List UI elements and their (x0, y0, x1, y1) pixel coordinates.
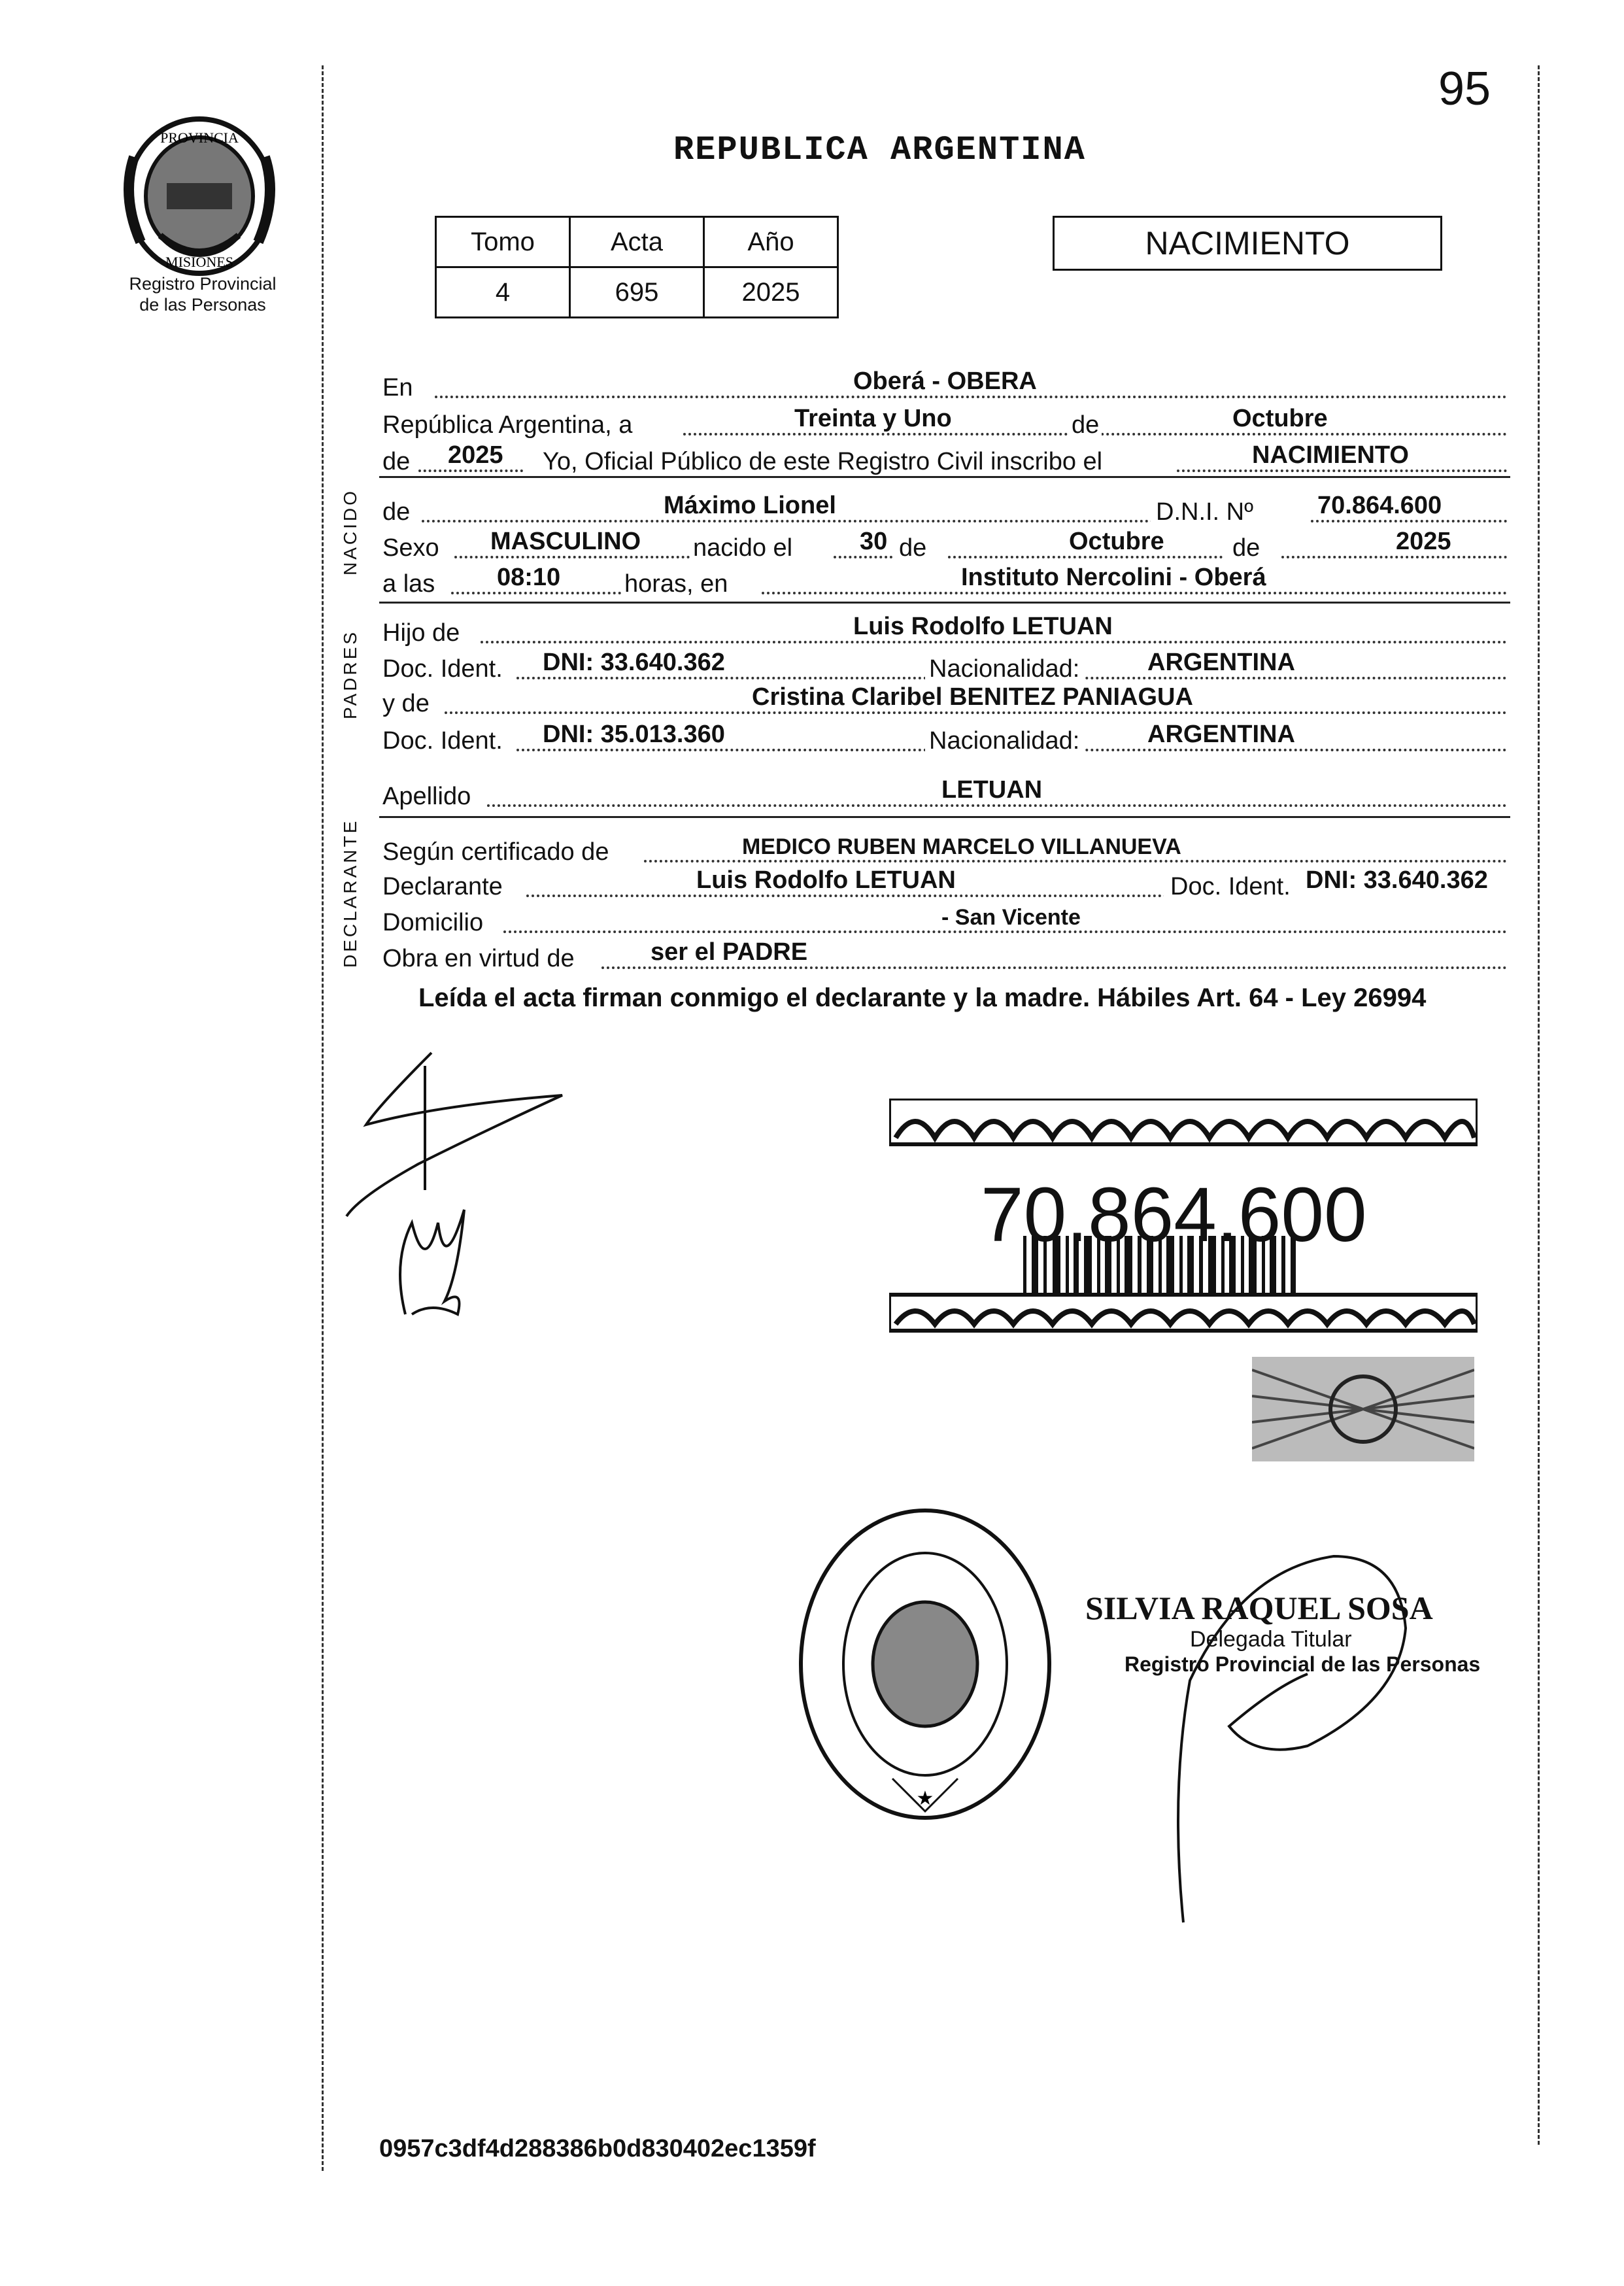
dotted-line (1311, 520, 1507, 522)
horas-label: horas, en (624, 570, 728, 598)
birth-place: Instituto Nercolini - Oberá (961, 564, 1266, 591)
sexo-value: MASCULINO (490, 528, 641, 555)
row-mother-name (382, 679, 1507, 718)
row-domicilio (382, 898, 1507, 937)
declarante-doc: DNI: 33.640.362 (1306, 866, 1488, 894)
hologram-patch (1252, 1357, 1474, 1461)
nacionalidad-label: Nacionalidad: (925, 655, 1083, 683)
row-nacido-sex (382, 523, 1507, 562)
dotted-line (418, 469, 523, 472)
dotted-line (834, 556, 892, 558)
record-header-acta: Acta (570, 217, 704, 267)
row-declarante (382, 862, 1507, 901)
row-father-doc (382, 644, 1507, 683)
dotted-line (481, 641, 1507, 643)
separator (379, 476, 1510, 478)
padres-section-label: PADRES (340, 629, 360, 719)
father-doc: DNI: 33.640.362 (543, 649, 725, 676)
dotted-line (445, 711, 1507, 714)
doc-label: Doc. Ident. (1164, 873, 1291, 901)
svg-text:PROVINCIA: PROVINCIA (160, 129, 239, 146)
act-type-box: NACIMIENTO (1053, 216, 1442, 271)
child-dni: 70.864.600 (1317, 492, 1442, 519)
father-nationality: ARGENTINA (1147, 649, 1295, 676)
birth-hour: 08:10 (497, 564, 561, 591)
separator (379, 816, 1510, 818)
birth-month: Octubre (1069, 528, 1164, 555)
domicilio-value: - San Vicente (941, 905, 1081, 930)
mother-doc: DNI: 35.013.360 (543, 721, 725, 748)
stamp-dni-number: 70.864.600 (981, 1172, 1367, 1258)
year-value: 2025 (448, 441, 503, 469)
row-obra (382, 934, 1507, 973)
row-place (382, 363, 1507, 402)
dotted-line (503, 930, 1507, 933)
dotted-line (948, 556, 1223, 558)
dotted-line (1281, 556, 1507, 558)
nacido-section-label: NACIDO (340, 488, 360, 575)
cert-label: Según certificado de (382, 838, 609, 866)
dotted-line (454, 556, 690, 558)
dotted-line (601, 966, 1507, 969)
country-title: REPUBLICA ARGENTINA (673, 131, 1086, 169)
alas-label: a las (382, 570, 435, 598)
right-margin-line (1538, 65, 1540, 2145)
doc-label: Doc. Ident. (382, 727, 503, 755)
record-header-tomo: Tomo (436, 217, 570, 267)
mother-name: Cristina Claribel BENITEZ PANIAGUA (752, 683, 1193, 711)
certifier-role: Delegada Titular (1190, 1627, 1352, 1652)
hijo-label: Hijo de (382, 619, 460, 647)
year-label: de (382, 448, 411, 475)
row-nacido-time (382, 559, 1507, 598)
record-header-anio: Año (704, 217, 838, 267)
apellido-label: Apellido (382, 783, 471, 810)
dotted-line (487, 804, 1507, 807)
record-table (435, 216, 839, 318)
birth-day: 30 (860, 528, 888, 555)
row-father-name (382, 608, 1507, 647)
child-name: Máximo Lionel (664, 492, 836, 519)
nacionalidad-label: Nacionalidad: (925, 727, 1083, 755)
cert-value: MEDICO RUBEN MARCELO VILLANUEVA (742, 834, 1181, 859)
provincia-misiones-coat-of-arms (114, 111, 284, 281)
de-label: de (1232, 534, 1260, 562)
de-label: de (899, 534, 927, 562)
dotted-line (422, 520, 1180, 522)
place-value: Oberá - OBERA (853, 367, 1037, 395)
delegacion-oval-seal (794, 1504, 1056, 1824)
inscribed-type: NACIMIENTO (1252, 441, 1409, 469)
apellido-value: LETUAN (941, 776, 1043, 804)
declarante-section-label: DECLARANTE (340, 818, 360, 968)
official-text: Yo, Oficial Público de este Registro Civil inscribo el (543, 448, 1103, 475)
de-label: de (382, 498, 411, 526)
obra-label: Obra en virtud de (382, 945, 575, 972)
record-value-anio: 2025 (704, 267, 838, 318)
yde-label: y de (382, 690, 430, 717)
mother-nationality: ARGENTINA (1147, 721, 1295, 748)
en-label: En (382, 374, 413, 401)
day-words: Treinta y Uno (794, 405, 952, 432)
domicilio-label: Domicilio (382, 909, 484, 936)
registry-label (98, 273, 307, 315)
nacido-label: nacido el (693, 534, 793, 562)
birth-year: 2025 (1396, 528, 1451, 555)
doc-label: Doc. Ident. (382, 655, 503, 683)
dotted-line (1177, 469, 1507, 472)
left-margin-line (322, 65, 324, 2171)
record-value-acta: 695 (570, 267, 704, 318)
certifier-org: Registro Provincial de las Personas (1125, 1652, 1481, 1676)
de-label: de (1069, 411, 1102, 439)
document-hash: 0957c3df4d288386b0d830402ec1359f (379, 2135, 816, 2162)
dni-label: D.N.I. Nº (1151, 498, 1253, 526)
page-number: 95 (1438, 63, 1491, 115)
declarant-signature (340, 1027, 615, 1321)
father-name: Luis Rodolfo LETUAN (853, 613, 1113, 640)
dotted-line (762, 592, 1507, 594)
month-value: Octubre (1232, 405, 1328, 432)
separator (379, 602, 1510, 604)
record-table-header-row (436, 217, 838, 267)
dotted-line (451, 592, 621, 594)
declarante-name: Luis Rodolfo LETUAN (696, 866, 956, 894)
record-value-tomo: 4 (436, 267, 570, 318)
row-mother-doc (382, 716, 1507, 755)
dotted-line (435, 396, 1507, 398)
registry-label-line2: de las Personas (139, 295, 266, 315)
svg-text:MISIONES: MISIONES (165, 254, 233, 270)
republica-label: República Argentina, a (382, 411, 633, 439)
declarante-label: Declarante (382, 873, 503, 900)
certifier-signature (1111, 1530, 1438, 1936)
row-certificado (382, 827, 1507, 866)
certifier-name: SILVIA RAQUEL SOSA (1085, 1590, 1433, 1626)
obra-value: ser el PADRE (651, 938, 808, 966)
row-year (382, 437, 1507, 476)
row-date (382, 400, 1507, 439)
closing-note: Leída el acta firman conmigo el declarante y la madre. Hábiles Art. 64 - Ley 26994 (418, 983, 1427, 1012)
record-table-value-row (436, 267, 838, 318)
svg-text:★: ★ (916, 1788, 934, 1809)
row-nacido-name (382, 487, 1507, 526)
dotted-line (526, 895, 1193, 897)
registry-label-line1: Registro Provincial (129, 274, 277, 294)
sexo-label: Sexo (382, 534, 439, 562)
row-apellido (382, 772, 1507, 811)
